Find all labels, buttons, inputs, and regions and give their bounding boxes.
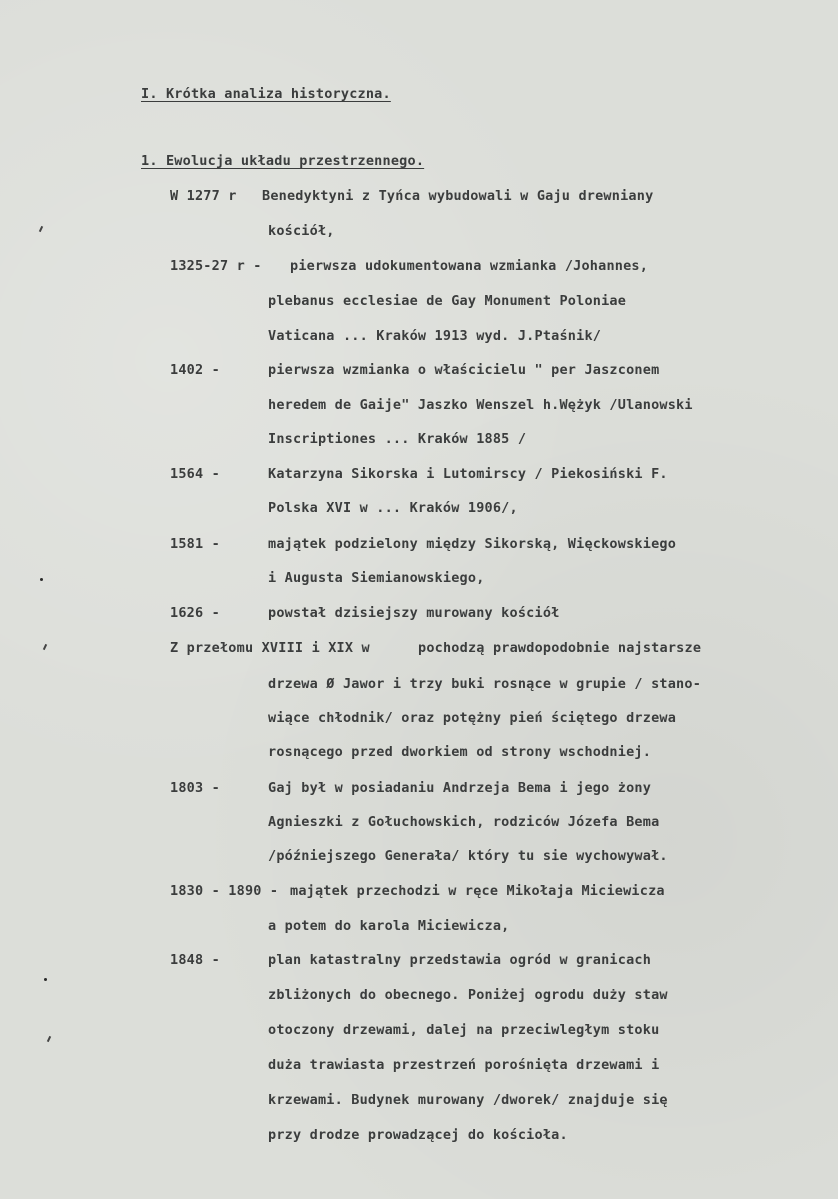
entry-text: /późniejszego Generała/ który tu sie wychowywał.	[268, 848, 668, 864]
entry-text: majątek przechodzi w ręce Mikołaja Miciewicza	[290, 883, 665, 899]
entry-text: zbliżonych do obecnego. Poniżej ogrodu duży staw	[268, 987, 668, 1003]
entry-text: Agnieszki z Gołuchowskich, rodziców Józefa Bema	[268, 814, 660, 830]
margin-mark	[39, 226, 43, 232]
section-title: 1. Ewolucja układu przestrzennego.	[141, 153, 425, 169]
entry-label: W 1277 r	[170, 188, 237, 204]
document-heading: I. Krótka analiza historyczna.	[141, 86, 391, 102]
paper-speck	[40, 578, 43, 581]
entry-text: Benedyktyni z Tyńca wybudowali w Gaju drewniany	[262, 188, 654, 204]
entry-text: przy drodze prowadzącej do kościoła.	[268, 1127, 568, 1143]
entry-label: 1803 -	[170, 780, 220, 796]
entry-text: powstał dzisiejszy murowany kościół	[268, 605, 560, 621]
entry-label: 1564 -	[170, 466, 220, 482]
entry-text: plan katastralny przedstawia ogród w granicach	[268, 952, 652, 968]
entry-text: otoczony drzewami, dalej na przeciwległym stoku	[268, 1022, 660, 1038]
entry-label: 1325-27 r -	[170, 258, 262, 274]
entry-text: plebanus ecclesiae de Gay Monument Poloniae	[268, 293, 627, 309]
entry-text: Polska XVI w ... Kraków 1906/,	[268, 500, 518, 516]
entry-label: 1581 -	[170, 536, 220, 552]
entry-text: wiące chłodnik/ oraz potężny pień ściętego drzewa	[268, 710, 677, 726]
entry-label: 1402 -	[170, 362, 220, 378]
entry-label: 1848 -	[170, 952, 220, 968]
entry-text: i Augusta Siemianowskiego,	[268, 570, 485, 586]
entry-text: kościół,	[268, 223, 335, 239]
paper-speck	[44, 978, 47, 981]
entry-text: heredem de Gaije" Jaszko Wenszel h.Wężyk /Ulanowski	[268, 397, 693, 413]
entry-text: pochodzą prawdopodobnie najstarsze	[418, 640, 702, 656]
entry-label: Z przełomu XVIII i XIX w	[170, 640, 370, 656]
entry-text: pierwsza wzmianka o właścicielu " per Jaszconem	[268, 362, 660, 378]
entry-text: Katarzyna Sikorska i Lutomirscy / Piekosiński F.	[268, 466, 668, 482]
margin-mark	[43, 644, 47, 650]
entry-text: Gaj był w posiadaniu Andrzeja Bema i jego żony	[268, 780, 652, 796]
entry-text: krzewami. Budynek murowany /dworek/ znajduje się	[268, 1092, 668, 1108]
entry-text: a potem do karola Miciewicza,	[268, 918, 510, 934]
entry-text: duża trawiasta przestrzeń porośnięta drzewami i	[268, 1057, 660, 1073]
entry-label: 1830 - 1890 -	[170, 883, 279, 899]
entry-text: rosnącego przed dworkiem od strony wschodniej.	[268, 744, 652, 760]
entry-text: pierwsza udokumentowana wzmianka /Johannes,	[290, 258, 649, 274]
entry-text: drzewa Ø Jawor i trzy buki rosnące w grupie / stano-	[268, 676, 702, 692]
entry-text: Vaticana ... Kraków 1913 wyd. J.Ptaśnik/	[268, 328, 602, 344]
entry-label: 1626 -	[170, 605, 220, 621]
entry-text: majątek podzielony między Sikorską, Więckowskiego	[268, 536, 677, 552]
margin-mark	[47, 1036, 51, 1042]
entry-text: Inscriptiones ... Kraków 1885 /	[268, 431, 527, 447]
